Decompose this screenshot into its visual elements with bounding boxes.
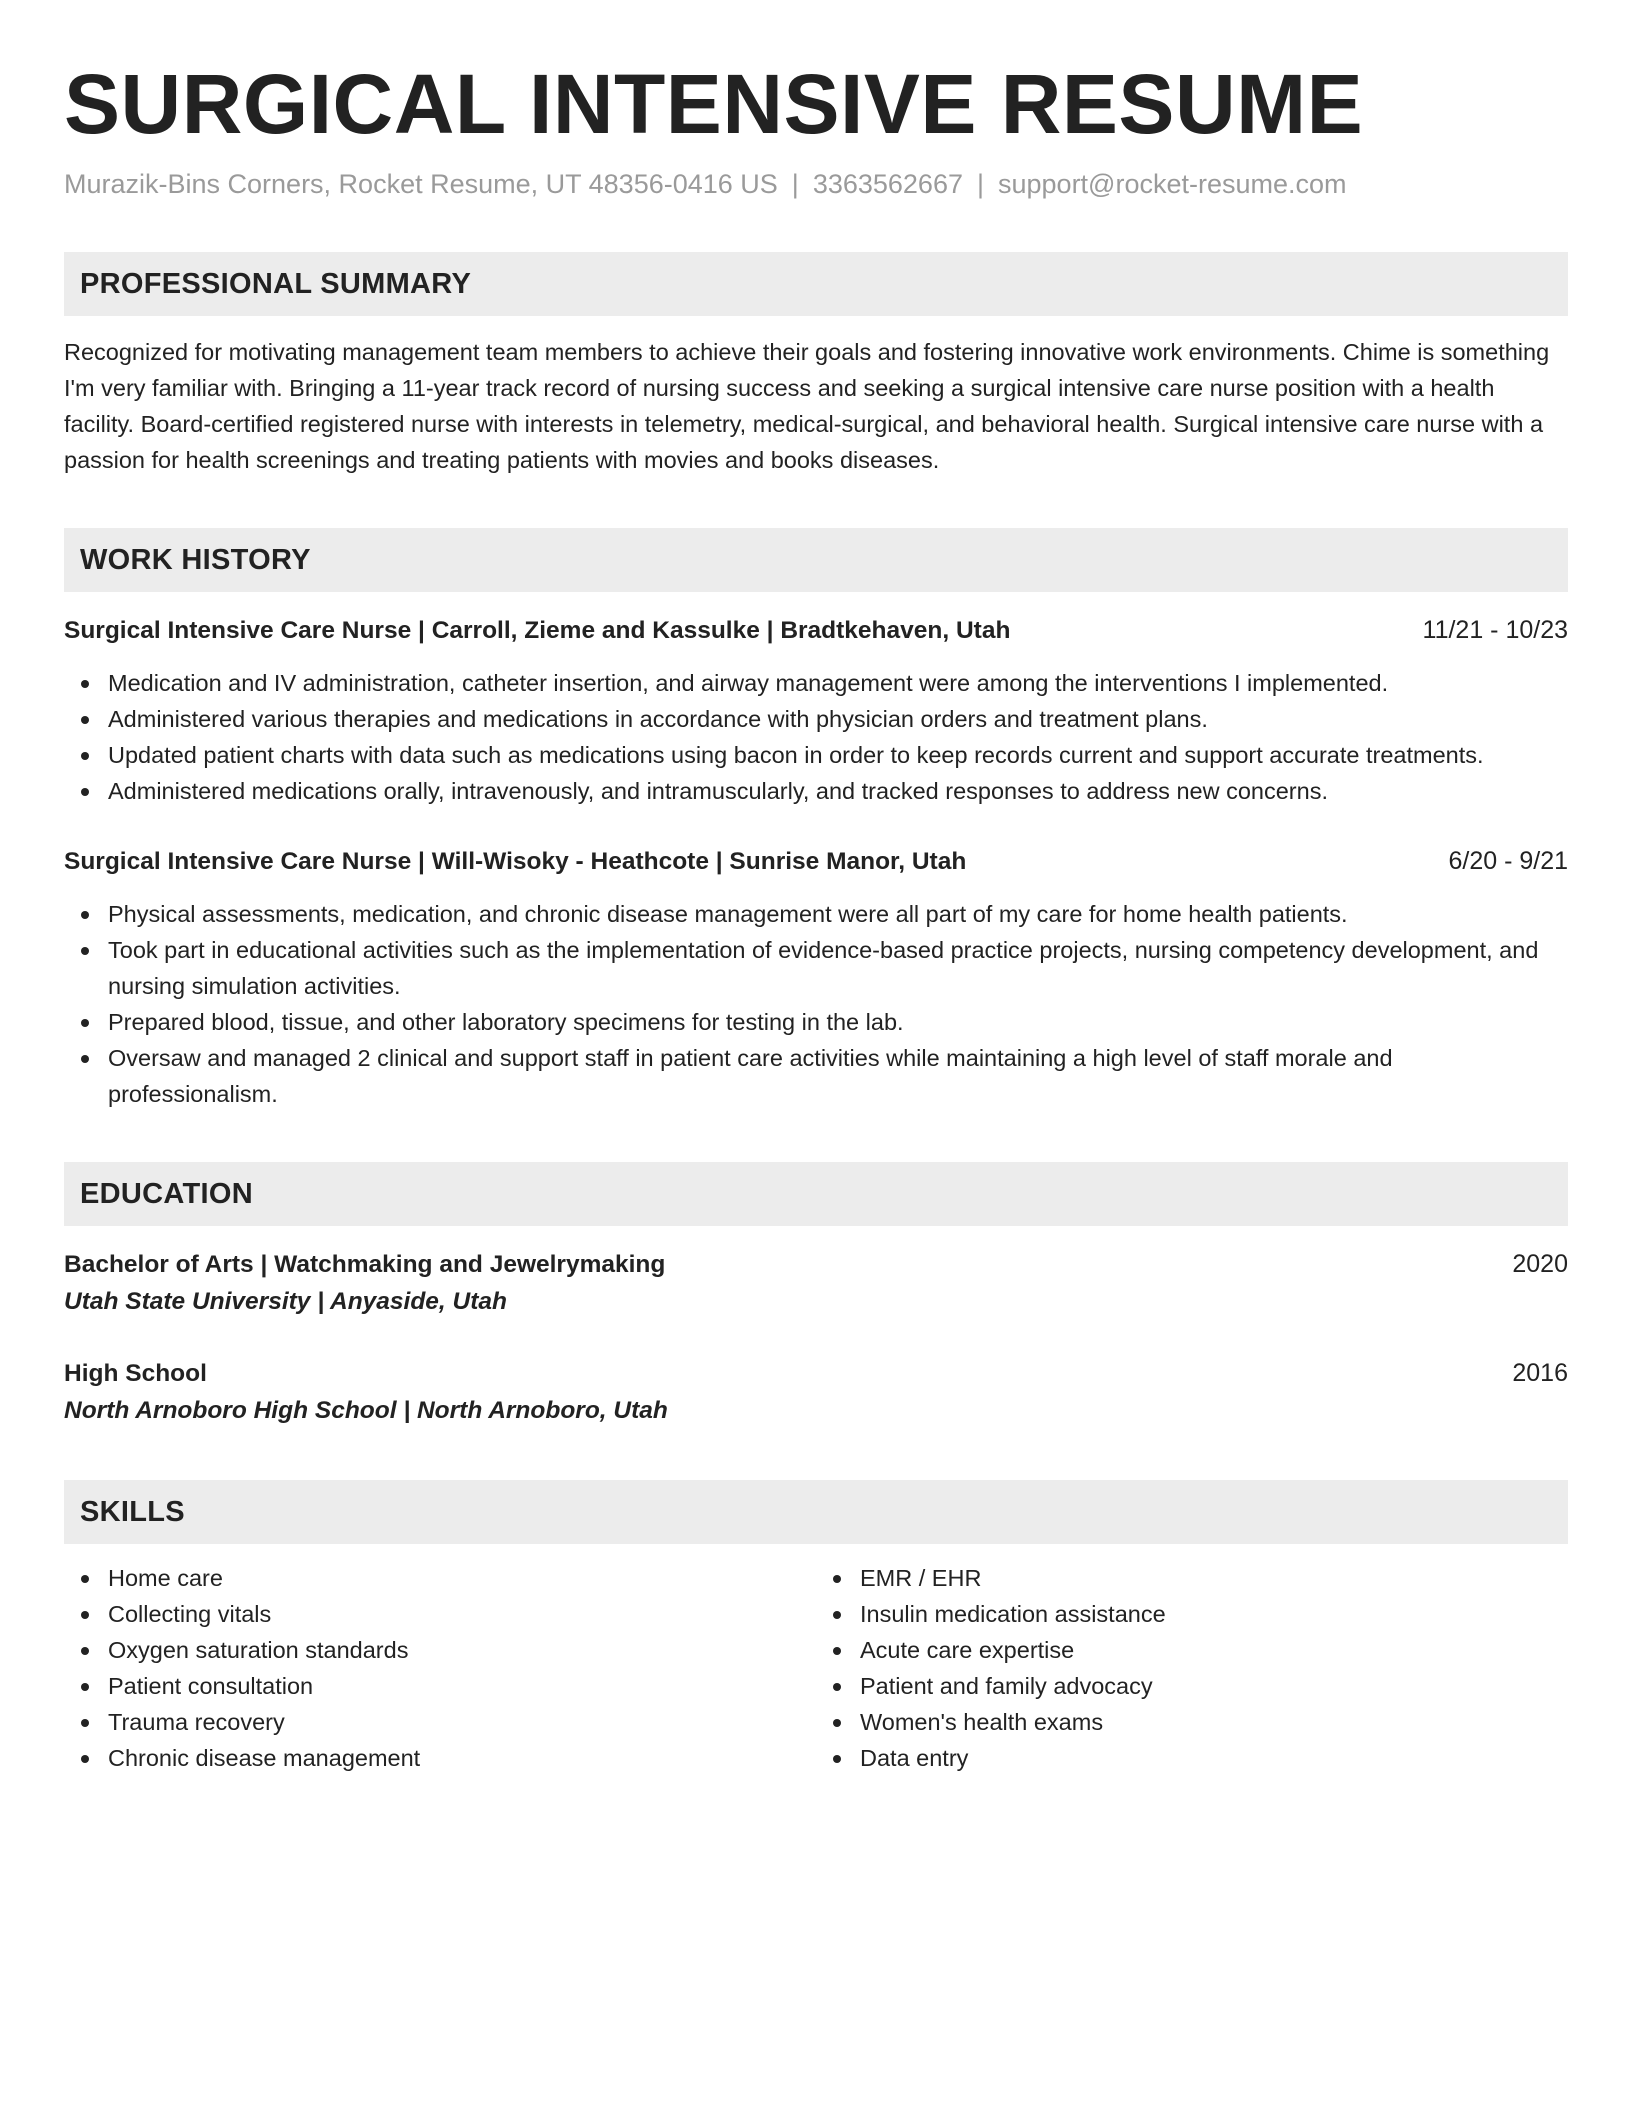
section-header-skills — [64, 1480, 1568, 1544]
job-bullets — [64, 896, 1568, 1112]
contact-separator: | — [976, 169, 984, 199]
job-entry — [64, 612, 1568, 809]
contact-address: Murazik-Bins Corners, Rocket Resume, UT 48356-0416 US — [64, 169, 778, 199]
section-title: WORK HISTORY — [80, 543, 311, 576]
job-title: Surgical Intensive Care Nurse | Carroll, Zieme and Kassulke | Bradtkehaven, Utah — [64, 617, 1011, 644]
list-item: Prepared blood, tissue, and other laboratory specimens for testing in the lab. — [64, 1004, 1568, 1040]
section-title: SKILLS — [80, 1495, 185, 1528]
skill-item: Home care — [64, 1560, 816, 1596]
skill-item: Trauma recovery — [64, 1704, 816, 1740]
contact-phone: 3363562667 — [812, 169, 963, 199]
resume-header — [64, 56, 1568, 202]
job-entry — [64, 843, 1568, 1112]
skills-list — [64, 1560, 1568, 1776]
section-title: EDUCATION — [80, 1177, 253, 1210]
job-dates: 6/20 - 9/21 — [1448, 847, 1568, 875]
summary-text: Recognized for motivating management team members to achieve their goals and fostering innovative work environments. Chime is something I'm very familiar with. Bringing a 11-year track record of nursing success and seeking a surgical intensive care nurse position with a health facility. Board-certified registered nurse with interests in telemetry, medical-surgical, and behavioral health. Surgical intensive care nurse with a passion for health screenings and treating patients with movies and books diseases. — [64, 339, 1550, 473]
skill-item: Patient and family advocacy — [816, 1668, 1568, 1704]
list-item: Administered various therapies and medications in accordance with physician orders and treatment plans. — [64, 701, 1568, 737]
contact-email: support@rocket-resume.com — [998, 169, 1347, 199]
section-header-work-history — [64, 528, 1568, 592]
skill-item: Insulin medication assistance — [816, 1596, 1568, 1632]
skill-item: Acute care expertise — [816, 1632, 1568, 1668]
job-title: Surgical Intensive Care Nurse | Will-Wisoky - Heathcote | Sunrise Manor, Utah — [64, 848, 967, 875]
education-entry — [64, 1246, 1568, 1321]
candidate-name: SURGICAL INTENSIVE RESUME — [64, 57, 1364, 151]
contact-separator: | — [791, 169, 799, 199]
contact-line — [64, 166, 1568, 202]
education-entry — [64, 1355, 1568, 1430]
skill-item: EMR / EHR — [816, 1560, 1568, 1596]
section-title: PROFESSIONAL SUMMARY — [80, 267, 472, 300]
skills-column-right — [816, 1560, 1568, 1776]
education-degree: Bachelor of Arts | Watchmaking and Jewelrymaking — [64, 1251, 666, 1278]
skill-item: Data entry — [816, 1740, 1568, 1776]
skill-item: Women's health exams — [816, 1704, 1568, 1740]
education-header — [64, 1246, 1568, 1283]
skill-item: Chronic disease management — [64, 1740, 816, 1776]
education-school: Utah State University | Anyaside, Utah — [64, 1288, 507, 1315]
job-header — [64, 612, 1568, 649]
list-item: Physical assessments, medication, and chronic disease management were all part of my care for home health patients. — [64, 896, 1568, 932]
list-item: Administered medications orally, intravenously, and intramuscularly, and tracked responses to address new concerns. — [64, 773, 1568, 809]
education-year: 2016 — [1512, 1359, 1568, 1387]
job-dates: 11/21 - 10/23 — [1422, 616, 1568, 644]
education-header — [64, 1355, 1568, 1392]
job-header — [64, 843, 1568, 880]
job-bullets — [64, 665, 1568, 809]
skills-column-left — [64, 1560, 816, 1776]
section-header-summary — [64, 252, 1568, 316]
list-item: Oversaw and managed 2 clinical and support staff in patient care activities while maintaining a high level of staff morale and professionalism. — [64, 1040, 1568, 1112]
skill-item: Collecting vitals — [64, 1596, 816, 1632]
education-degree: High School — [64, 1360, 207, 1387]
section-header-education — [64, 1162, 1568, 1226]
skill-item: Oxygen saturation standards — [64, 1632, 816, 1668]
list-item: Took part in educational activities such as the implementation of evidence-based practice projects, nursing competency development, and nursing simulation activities. — [64, 932, 1568, 1004]
education-school: North Arnoboro High School | North Arnoboro, Utah — [64, 1397, 668, 1424]
list-item: Medication and IV administration, catheter insertion, and airway management were among the interventions I implemented. — [64, 665, 1568, 701]
skill-item: Patient consultation — [64, 1668, 816, 1704]
education-year: 2020 — [1512, 1250, 1568, 1278]
list-item: Updated patient charts with data such as medications using bacon in order to keep records current and support accurate treatments. — [64, 737, 1568, 773]
